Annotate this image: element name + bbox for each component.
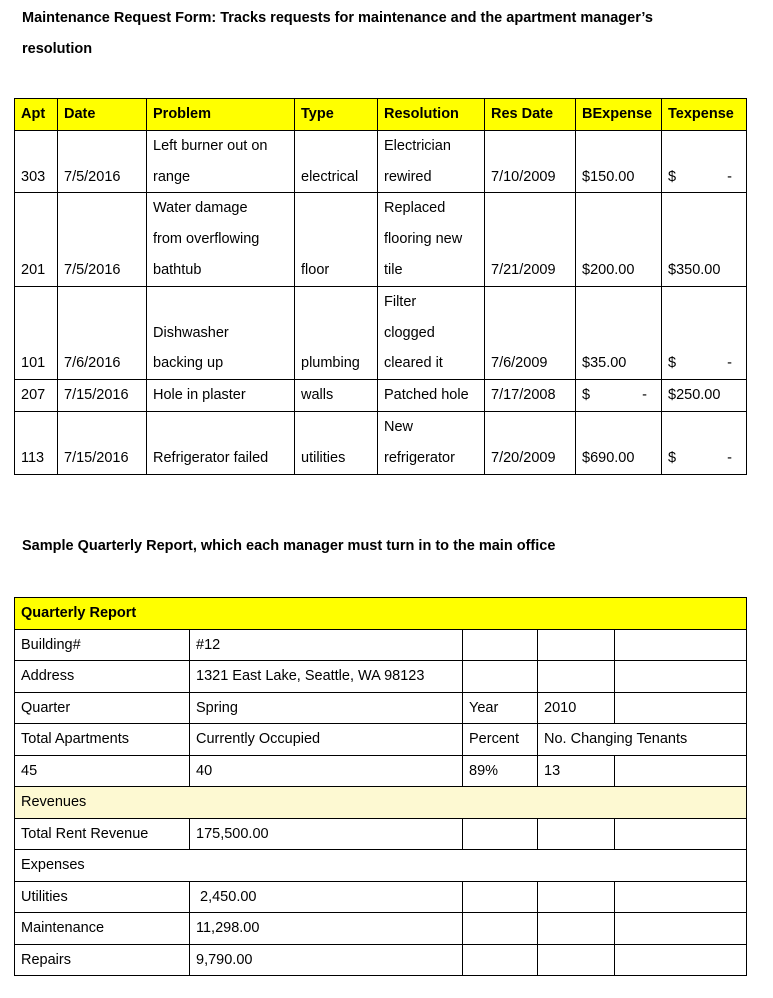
- empty-cell: [615, 755, 747, 787]
- problem-cell: Hole in plaster: [147, 380, 295, 412]
- maintenance-value: 11,298.00: [190, 913, 463, 945]
- total-rent-label: Total Rent Revenue: [15, 818, 190, 850]
- percent-label: Percent: [463, 724, 538, 756]
- texpense-cell: $350.00: [662, 193, 747, 286]
- resolution-line: clogged: [384, 324, 435, 341]
- resolution-line: New: [384, 418, 414, 435]
- empty-cell: [615, 692, 747, 724]
- quarter-label: Quarter: [15, 692, 190, 724]
- date-cell: 7/15/2016: [58, 380, 147, 412]
- problem-cell: [147, 193, 295, 286]
- table-row: [15, 380, 747, 412]
- empty-cell: [538, 818, 615, 850]
- problem-line: Left burner out on: [153, 137, 268, 154]
- column-header: Resolution: [378, 99, 485, 131]
- table-row: [15, 913, 747, 945]
- table-row: [15, 130, 747, 193]
- empty-cell: [463, 818, 538, 850]
- type-cell: walls: [295, 380, 378, 412]
- table-row: [15, 692, 747, 724]
- problem-line: Dishwasher: [153, 324, 229, 341]
- res-date-cell: 7/10/2009: [485, 130, 576, 193]
- bexpense-cell: $200.00: [576, 193, 662, 286]
- type-cell: utilities: [295, 411, 378, 474]
- empty-cell: [615, 913, 747, 945]
- texpense-cell: $250.00: [662, 380, 747, 412]
- column-header: Apt: [15, 99, 58, 131]
- problem-line: bathtub: [153, 261, 202, 278]
- year-label: Year: [463, 692, 538, 724]
- report-intro: Sample Quarterly Report, which each manager must turn in to the main office: [22, 538, 556, 554]
- revenues-row: [15, 787, 747, 819]
- empty-cell: [463, 661, 538, 693]
- table-row: [15, 818, 747, 850]
- resolution-line: tile: [384, 261, 403, 278]
- column-header: Type: [295, 99, 378, 131]
- report-title: Quarterly Report: [15, 598, 747, 630]
- table-row: [15, 944, 747, 976]
- resolution-line: Filter: [384, 293, 417, 310]
- empty-cell: [615, 944, 747, 976]
- empty-cell: [538, 661, 615, 693]
- changing-tenants-value: 13: [538, 755, 615, 787]
- resolution-line: refrigerator: [384, 449, 455, 466]
- maintenance-label: Maintenance: [15, 913, 190, 945]
- percent-value: 89%: [463, 755, 538, 787]
- currently-occupied-value: 40: [190, 755, 463, 787]
- apt-cell: 201: [15, 193, 58, 286]
- resolution-cell: [378, 193, 485, 286]
- resolution-line: cleared it: [384, 355, 443, 372]
- empty-cell: [538, 881, 615, 913]
- resolution-line: rewired: [384, 168, 432, 185]
- resolution-cell: [378, 286, 485, 379]
- problem-line: range: [153, 168, 191, 185]
- apt-cell: 113: [15, 411, 58, 474]
- table-row: [15, 661, 747, 693]
- texpense-cell: $ -: [662, 411, 747, 474]
- bexpense-cell: $35.00: [576, 286, 662, 379]
- resolution-line: flooring new: [384, 231, 463, 248]
- maintenance-request-table: [14, 98, 747, 475]
- empty-cell: [538, 629, 615, 661]
- texpense-cell: $ -: [662, 130, 747, 193]
- resolution-line: Replaced: [384, 200, 446, 217]
- bexpense-cell: $ -: [576, 380, 662, 412]
- building-value: #12: [190, 629, 463, 661]
- repairs-label: Repairs: [15, 944, 190, 976]
- quarter-value: Spring: [190, 692, 463, 724]
- res-date-cell: 7/6/2009: [485, 286, 576, 379]
- type-cell: electrical: [295, 130, 378, 193]
- empty-cell: [615, 661, 747, 693]
- currently-occupied-label: Currently Occupied: [190, 724, 463, 756]
- column-header: Texpense: [662, 99, 747, 131]
- table-row: [15, 724, 747, 756]
- address-value: 1321 East Lake, Seattle, WA 98123: [190, 661, 463, 693]
- utilities-label: Utilities: [15, 881, 190, 913]
- res-date-cell: 7/17/2008: [485, 380, 576, 412]
- date-cell: 7/5/2016: [58, 130, 147, 193]
- empty-cell: [615, 629, 747, 661]
- date-cell: 7/5/2016: [58, 193, 147, 286]
- column-header: Problem: [147, 99, 295, 131]
- empty-cell: [463, 944, 538, 976]
- report-title-row: [15, 598, 747, 630]
- empty-cell: [615, 881, 747, 913]
- type-cell: plumbing: [295, 286, 378, 379]
- repairs-value: 9,790.00: [190, 944, 463, 976]
- table-row: [15, 411, 747, 474]
- resolution-cell: [378, 411, 485, 474]
- address-label: Address: [15, 661, 190, 693]
- date-cell: 7/15/2016: [58, 411, 147, 474]
- empty-cell: [538, 944, 615, 976]
- expenses-heading: Expenses: [15, 850, 747, 882]
- type-cell: floor: [295, 193, 378, 286]
- res-date-cell: 7/20/2009: [485, 411, 576, 474]
- texpense-cell: $ -: [662, 286, 747, 379]
- total-apartments-label: Total Apartments: [15, 724, 190, 756]
- column-header: BExpense: [576, 99, 662, 131]
- bexpense-cell: $690.00: [576, 411, 662, 474]
- table-row: [15, 193, 747, 286]
- apt-cell: 303: [15, 130, 58, 193]
- year-value: 2010: [538, 692, 615, 724]
- bexpense-cell: $150.00: [576, 130, 662, 193]
- resolution-cell: Patched hole: [378, 380, 485, 412]
- apt-cell: 207: [15, 380, 58, 412]
- problem-line: Water damage: [153, 200, 248, 217]
- empty-cell: [463, 913, 538, 945]
- problem-cell: Refrigerator failed: [147, 411, 295, 474]
- apt-cell: 101: [15, 286, 58, 379]
- quarterly-report-table: [14, 597, 747, 976]
- form-title: Maintenance Request Form: Tracks requests for maintenance and the apartment manager’s: [22, 10, 653, 26]
- table-row: [15, 629, 747, 661]
- changing-tenants-label: No. Changing Tenants: [538, 724, 747, 756]
- problem-line: from overflowing: [153, 231, 260, 248]
- revenues-heading: Revenues: [15, 787, 747, 819]
- expenses-row: [15, 850, 747, 882]
- column-header: Date: [58, 99, 147, 131]
- empty-cell: [538, 913, 615, 945]
- table-row: [15, 881, 747, 913]
- resolution-line: Electrician: [384, 137, 451, 154]
- res-date-cell: 7/21/2009: [485, 193, 576, 286]
- table-row: [15, 755, 747, 787]
- column-header: Res Date: [485, 99, 576, 131]
- date-cell: 7/6/2016: [58, 286, 147, 379]
- problem-cell: [147, 286, 295, 379]
- empty-cell: [463, 881, 538, 913]
- utilities-value: 2,450.00: [190, 881, 463, 913]
- total-rent-value: 175,500.00: [190, 818, 463, 850]
- table-row: [15, 286, 747, 379]
- table-header-row: [15, 99, 747, 131]
- resolution-cell: [378, 130, 485, 193]
- problem-cell: [147, 130, 295, 193]
- building-label: Building#: [15, 629, 190, 661]
- empty-cell: [615, 818, 747, 850]
- empty-cell: [463, 629, 538, 661]
- problem-line: backing up: [153, 355, 224, 372]
- total-apartments-value: 45: [15, 755, 190, 787]
- form-title-continued: resolution: [22, 41, 93, 57]
